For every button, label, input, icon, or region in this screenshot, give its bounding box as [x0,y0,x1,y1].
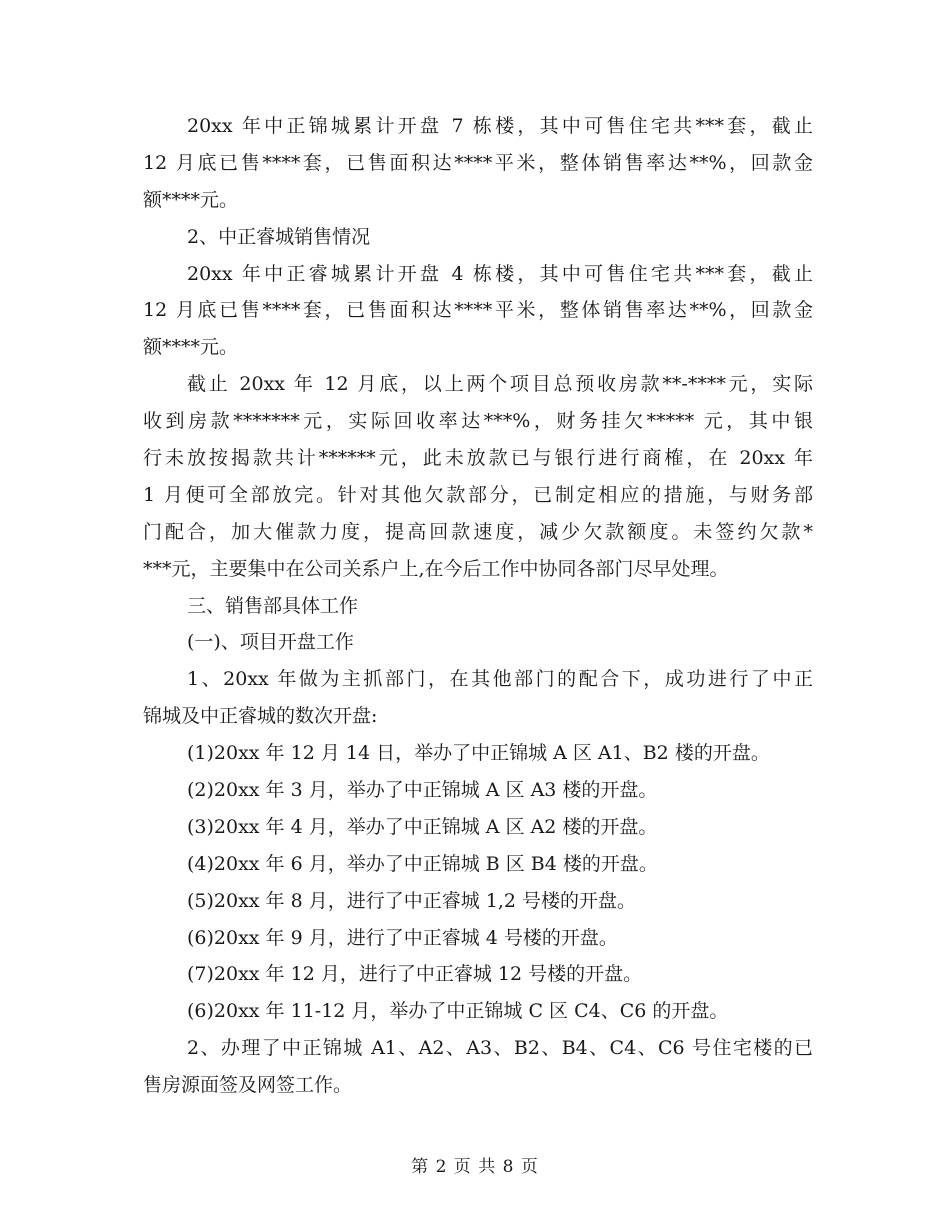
text-line: 行未放按揭款共计******元，此未放款已与银行进行商榷，在 20xx 年 [143,447,813,470]
subsection-heading: (一)、项目开盘工作 [187,631,354,654]
para-opening-intro [143,661,813,735]
text-line: 20xx 年中正锦城累计开盘 7 栋楼，其中可售住宅共***套，截止 [187,115,813,137]
text-line: 1 月便可全部放完。针对其他欠款部分，已制定相应的措施，与财务部 [143,483,813,506]
heading-opening-work [143,624,813,661]
list-item: (6)20xx 年 11-12 月，举办了中正锦城 C 区 C4、C6 的开盘。 [187,1000,729,1023]
page-number-footer: 第 2 页 共 8 页 [411,1157,539,1177]
para-zhengzheng-ruicheng-sales [143,256,813,367]
document-body [143,108,813,1104]
section-heading: 三、销售部具体工作 [187,594,359,617]
text-line: 收到房款*******元，实际回收率达***%，财务挂欠***** 元，其中银 [143,410,813,433]
list-item: (7)20xx 年 12 月，进行了中正睿城 12 号楼的开盘。 [187,963,643,986]
list-item: (6)20xx 年 9 月，进行了中正睿城 4 号楼的开盘。 [187,926,618,949]
heading-sales-dept-work [143,588,813,625]
text-line: ***元，主要集中在公司关系户上,在今后工作中协同各部门尽早处理。 [143,557,729,580]
text-line: 售房源面签及网签工作。 [143,1074,353,1097]
heading-ruicheng-sales [143,219,813,256]
para-contract-signing [143,1030,813,1104]
list-item: (2)20xx 年 3 月，举办了中正锦城 A 区 A3 楼的开盘。 [187,779,658,802]
list-item: (1)20xx 年 12 月 14 日，举办了中正锦城 A 区 A1、B2 楼的开盘。 [187,742,770,765]
text-line: 20xx 年中正睿城累计开盘 4 栋楼，其中可售住宅共***套，截止 [187,262,813,285]
text-line: 截止 20xx 年 12 月底，以上两个项目总预收房款**-****元，实际 [187,373,813,396]
list-item: (5)20xx 年 8 月，进行了中正睿城 1,2 号楼的开盘。 [187,889,637,912]
para-zhengzheng-jincheng-sales [143,108,813,219]
text-line: 锦城及中正睿城的数次开盘: [143,705,378,728]
text-line: 额****元。 [143,188,239,211]
text-line: 2、办理了中正锦城 A1、A2、A3、B2、B4、C4、C6 号住宅楼的已 [187,1037,813,1060]
list-item: (3)20xx 年 4 月，举办了中正锦城 A 区 A2 楼的开盘。 [187,815,658,838]
list-item: (4)20xx 年 6 月，举办了中正锦城 B 区 B4 楼的开盘。 [187,852,658,875]
text-line: 12 月底已售****套，已售面积达****平米，整体销售率达**%，回款金 [143,299,813,322]
opening-list [143,735,813,1030]
section-heading: 2、中正睿城销售情况 [187,225,371,248]
text-line: 门配合，加大催款力度，提高回款速度，减少欠款额度。未签约欠款* [143,520,813,543]
text-line: 1、20xx 年做为主抓部门，在其他部门的配合下，成功进行了中正 [187,668,813,691]
text-line: 12 月底已售****套，已售面积达****平米，整体销售率达**%，回款金 [143,151,813,174]
para-total-receivables [143,366,813,587]
text-line: 额****元。 [143,336,239,359]
